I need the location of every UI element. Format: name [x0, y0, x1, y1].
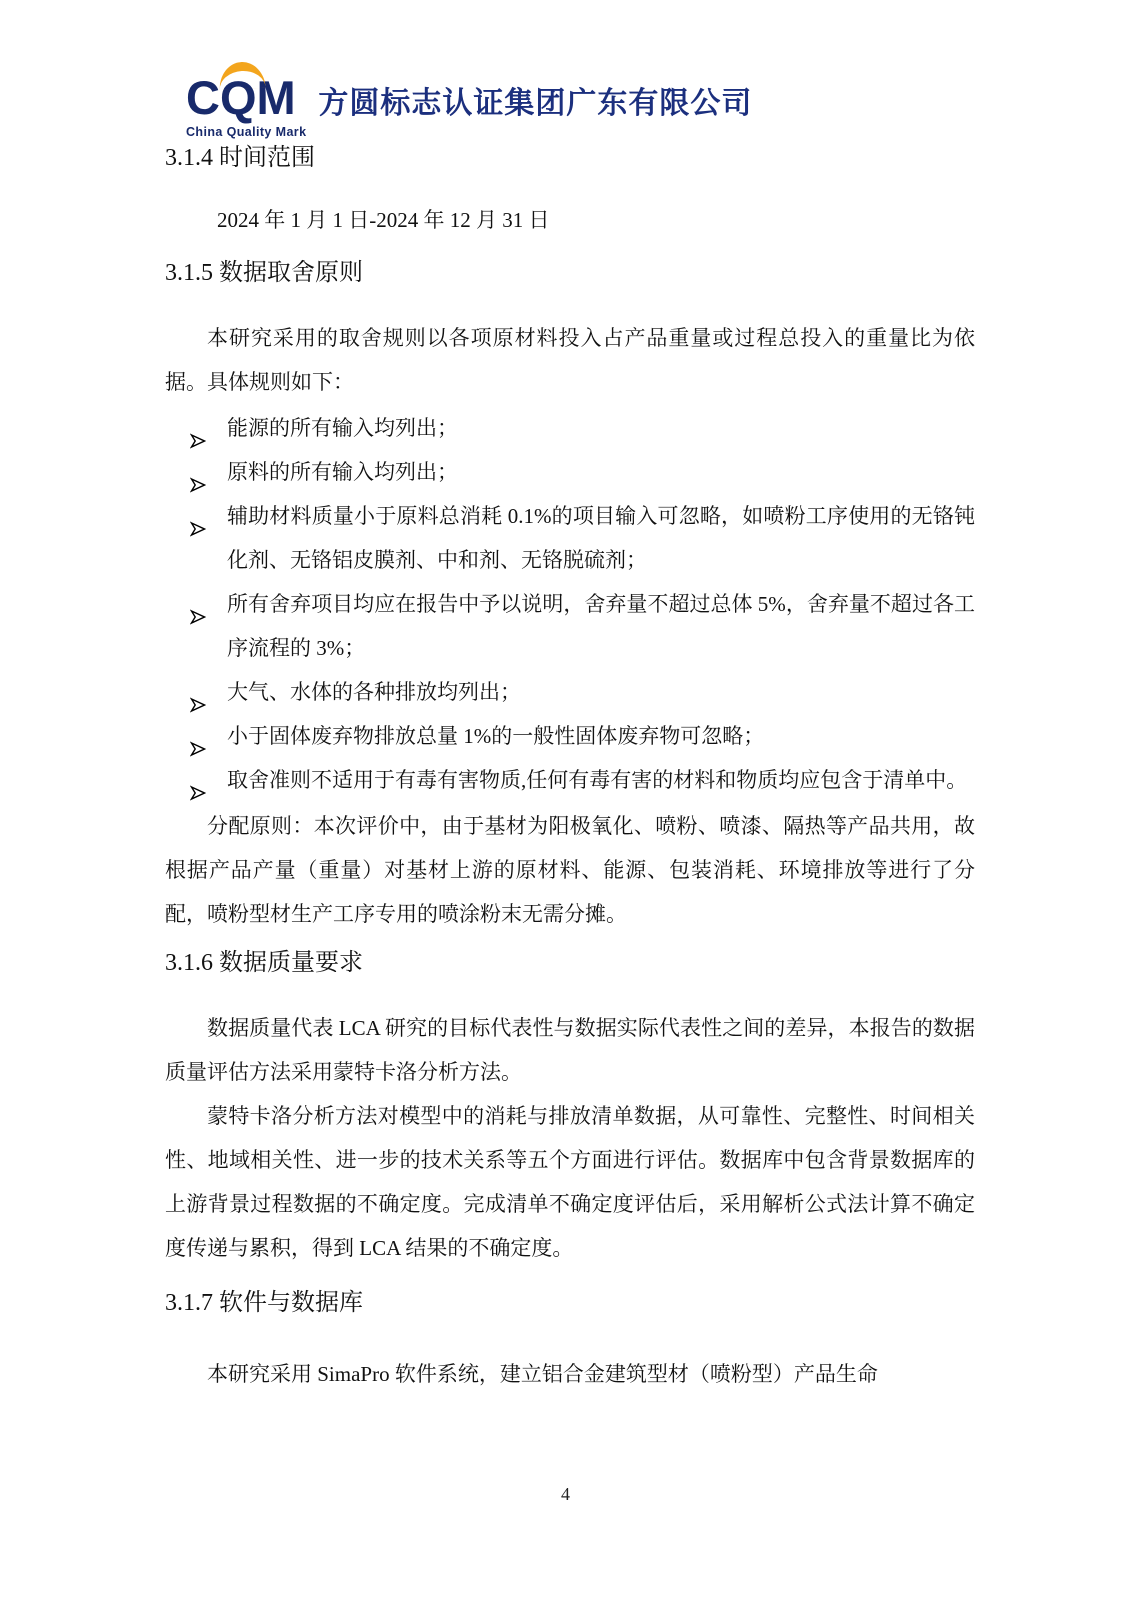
- data-quality-paragraph-2: 蒙特卡洛分析方法对模型中的消耗与排放清单数据，从可靠性、完整性、时间相关性、地域相关性、进一步的技术关系等五个方面进行评估。数据库中包含背景数据库的上游背景过程数据的不确定度。完成清单不确定度评估后，采用解析公式法计算不确定度传递与累积，得到 LCA 结果的不确定度。: [165, 1104, 975, 1260]
- section-title-3-1-5: 3.1.5 数据取舍原则: [165, 260, 363, 286]
- list-item: [165, 450, 975, 494]
- list-item: [165, 494, 975, 582]
- selection-rules-intro: 本研究采用的取舍规则以各项原材料投入占产品重量或过程总投入的重量比为依据。具体规则如下：: [165, 326, 975, 394]
- logo-mark: [186, 62, 306, 139]
- arrow-bullet-icon: [190, 596, 206, 612]
- data-quality-paragraph-1: 数据质量代表 LCA 研究的目标代表性与数据实际代表性之间的差异，本报告的数据质量评估方法采用蒙特卡洛分析方法。: [165, 1016, 975, 1084]
- orange-arc-icon: [218, 61, 265, 90]
- list-item-text: 辅助材料质量小于原料总消耗 0.1%的项目输入可忽略，如喷粉工序使用的无铬钝化剂、无铬铝皮膜剂、中和剂、无铬脱硫剂；: [227, 504, 975, 572]
- list-item-text: 原料的所有输入均列出；: [227, 460, 458, 484]
- logo-tagline: China Quality Mark: [186, 125, 307, 139]
- arrow-bullet-icon: [190, 508, 206, 524]
- list-item: [165, 670, 975, 714]
- section-title-3-1-7: 3.1.7 软件与数据库: [165, 1290, 363, 1316]
- list-item-text: 大气、水体的各种排放均列出；: [227, 680, 521, 704]
- software-paragraph: 本研究采用 SimaPro 软件系统，建立铝合金建筑型材（喷粉型）产品生命: [207, 1362, 878, 1386]
- arrow-bullet-icon: [190, 728, 206, 744]
- list-item: [165, 406, 975, 450]
- list-item: [165, 758, 975, 802]
- time-range-text: 2024 年 1 月 1 日-2024 年 12 月 31 日: [217, 208, 550, 232]
- list-item-text: 取舍准则不适用于有毒有害物质,任何有毒有害的材料和物质均应包含于清单中。: [227, 768, 968, 792]
- arrow-bullet-icon: [190, 420, 206, 436]
- list-item: [165, 582, 975, 670]
- arrow-bullet-icon: [190, 464, 206, 480]
- list-item: [165, 714, 975, 758]
- allocation-paragraph: 分配原则：本次评价中，由于基材为阳极氧化、喷粉、喷漆、隔热等产品共用，故根据产品产量（重量）对基材上游的原材料、能源、包装消耗、环境排放等进行了分配，喷粉型材生产工序专用的喷涂粉末无需分摊。: [165, 814, 975, 926]
- section-title-3-1-4: 3.1.4 时间范围: [165, 145, 315, 171]
- list-item-text: 能源的所有输入均列出；: [227, 416, 458, 440]
- list-item-text: 小于固体废弃物排放总量 1%的一般性固体废弃物可忽略；: [227, 724, 765, 748]
- selection-rules-list: [165, 406, 975, 802]
- section-title-3-1-6: 3.1.6 数据质量要求: [165, 950, 363, 976]
- company-logo: [186, 62, 752, 139]
- logo-company-name: 方圆标志认证集团广东有限公司: [318, 87, 753, 120]
- arrow-bullet-icon: [190, 684, 206, 700]
- logo-acronym: CQM: [186, 71, 296, 124]
- list-item-text: 所有舍弃项目均应在报告中予以说明，舍弃量不超过总体 5%，舍弃量不超过各工序流程的 3%；: [227, 592, 975, 660]
- document-content: [165, 141, 975, 1396]
- arrow-bullet-icon: [190, 772, 206, 788]
- page-number: 4: [561, 1484, 570, 1504]
